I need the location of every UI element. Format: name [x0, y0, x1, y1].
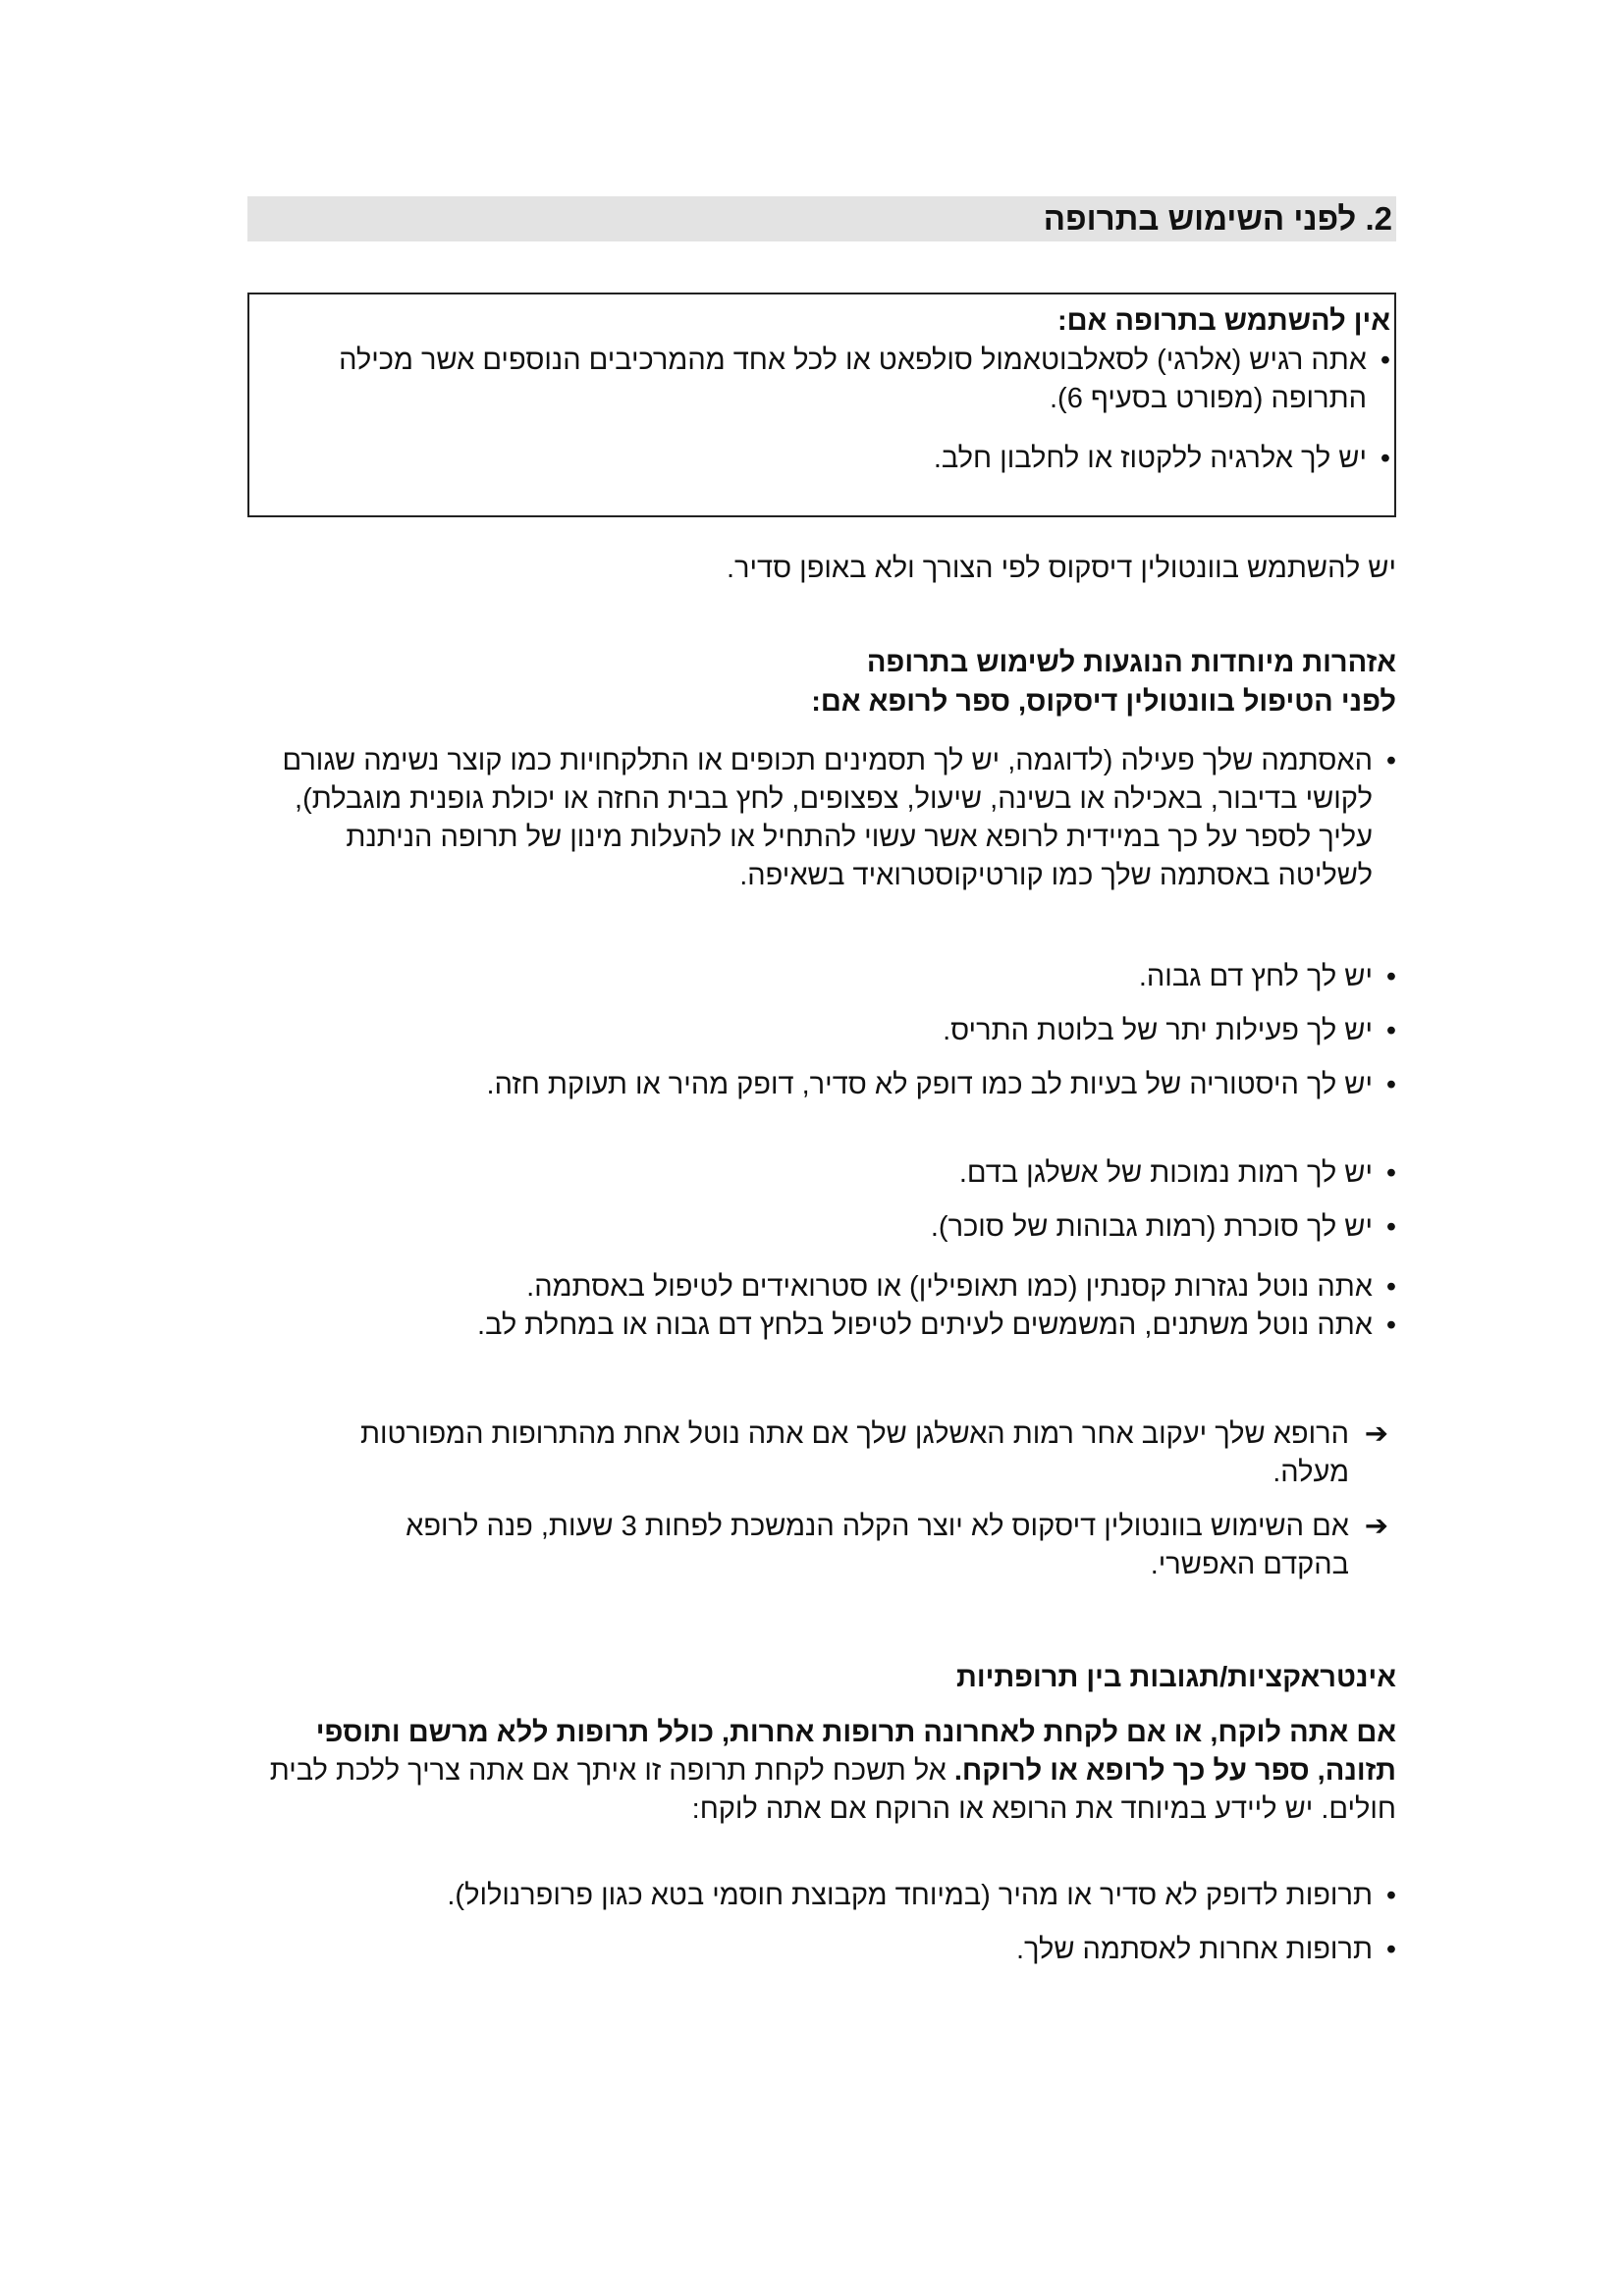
list-item: • יש לך אלרגיה ללקטוז או לחלבון חלב.: [289, 440, 1390, 478]
list-item: • יש לך פעילות יתר של בלוטת התריס.: [247, 1012, 1396, 1050]
contraindications-list: [289, 342, 1390, 478]
list-item: • האסתמה שלך פעילה (לדוגמה, יש לך תסמינים תכופים או התלקחויות כמו קוצר נשימה שגורם לקושי בדיבור, באכילה או בשינה, שיעול, צפצופים, לחץ בבית החזה או יכולת גופנית מוגבלת), עליך לספר על כך במיידית לרופא אשר עשוי להתחיל או להעלות מינון של תרופה הניתנת לשליטה באסתמה שלך כמו קורטיקוסטרואיד בשאיפה.: [277, 742, 1396, 895]
section-header: [247, 196, 1396, 241]
list-item: • יש לך רמות נמוכות של אשלגן בדם.: [247, 1154, 1396, 1193]
left-arrow-icon: ➔: [1364, 1418, 1388, 1450]
contraindications-box: [247, 293, 1396, 517]
list-item: • אתה רגיש (אלרגי) לסאלבוטאמול סולפאט או לכל אחד מהמרכיבים הנוספים אשר מכילה התרופה (מפורט בסעיף 6).: [289, 342, 1390, 418]
warnings-list-c: [247, 1268, 1396, 1345]
list-item: • תרופות אחרות לאסתמה שלך.: [247, 1931, 1396, 1969]
list-item: • יש לך סוכרת (רמות גבוהות של סוכר).: [247, 1208, 1396, 1247]
warnings-title: אזהרות מיוחדות הנוגעות לשימוש בתרופה: [866, 647, 1396, 678]
list-item: • תרופות לדופק לא סדיר או מהיר (במיוחד מקבוצת חוסמי בטא כגון פרופרנולול).: [247, 1877, 1396, 1915]
interactions-list: [247, 1877, 1396, 1969]
interactions-intro: [247, 1714, 1396, 1829]
warnings-asthma-list: [247, 742, 1396, 895]
list-item: • יש לך היסטוריה של בעיות לב כמו דופק לא סדיר, דופק מהיר או תעוקת חזה.: [247, 1066, 1396, 1104]
arrow-note-text: הרופא שלך יעקוב אחר רמות האשלגן שלך אם אתה נוטל אחת מהתרופות המפורטות מעלה.: [359, 1418, 1349, 1488]
contraindications-title: אין להשתמש בתרופה אם:: [1056, 305, 1390, 337]
left-arrow-icon: ➔: [1364, 1511, 1388, 1542]
interactions-title: אינטראקציות/תגובות בין תרופתיות: [956, 1662, 1396, 1693]
list-item: • יש לך לחץ דם גבוה.: [247, 958, 1396, 996]
arrow-note-text: אם השימוש בוונטולין דיסקוס לא יוצר הקלה הנמשכת לפחות 3 שעות, פנה לרופא בהקדם האפשרי.: [406, 1511, 1349, 1580]
arrow-note: [247, 1415, 1396, 1492]
warnings-subtitle: לפני הטיפול בוונטולין דיסקוס, ספר לרופא אם:: [811, 686, 1396, 718]
interactions-intro-bold: אם אתה לוקח, או אם לקחת לאחרונה תרופות אחרות, כולל תרופות ללא מרשם ותוספי תזונה, ספר על כך לרופא או לרוקח.: [315, 1717, 1396, 1787]
arrow-notes-list: [247, 1415, 1396, 1600]
warnings-list-b: [247, 1154, 1396, 1247]
list-item: • אתה נוטל נגזרות קסנתין (כמו תאופילין) או סטרואידים לטיפול באסתמה.: [247, 1268, 1396, 1307]
warnings-list-a: [247, 958, 1396, 1104]
list-item: • אתה נוטל משתנים, המשמשים לעיתים לטיפול בלחץ דם גבוה או במחלת לב.: [247, 1307, 1396, 1345]
usage-note: יש להשתמש בוונטולין דיסקוס לפי הצורך ולא באופן סדיר.: [726, 553, 1396, 584]
interactions-intro-rest: אל תשכח לקחת תרופה זו איתך אם אתה צריך ללכת לבית חולים. יש ליידע במיוחד את הרופא או הרוקח אם אתה לוקח:: [269, 1755, 1396, 1825]
section-title: 2. לפני השימוש בתרופה: [1043, 200, 1392, 237]
arrow-note: [247, 1508, 1396, 1584]
